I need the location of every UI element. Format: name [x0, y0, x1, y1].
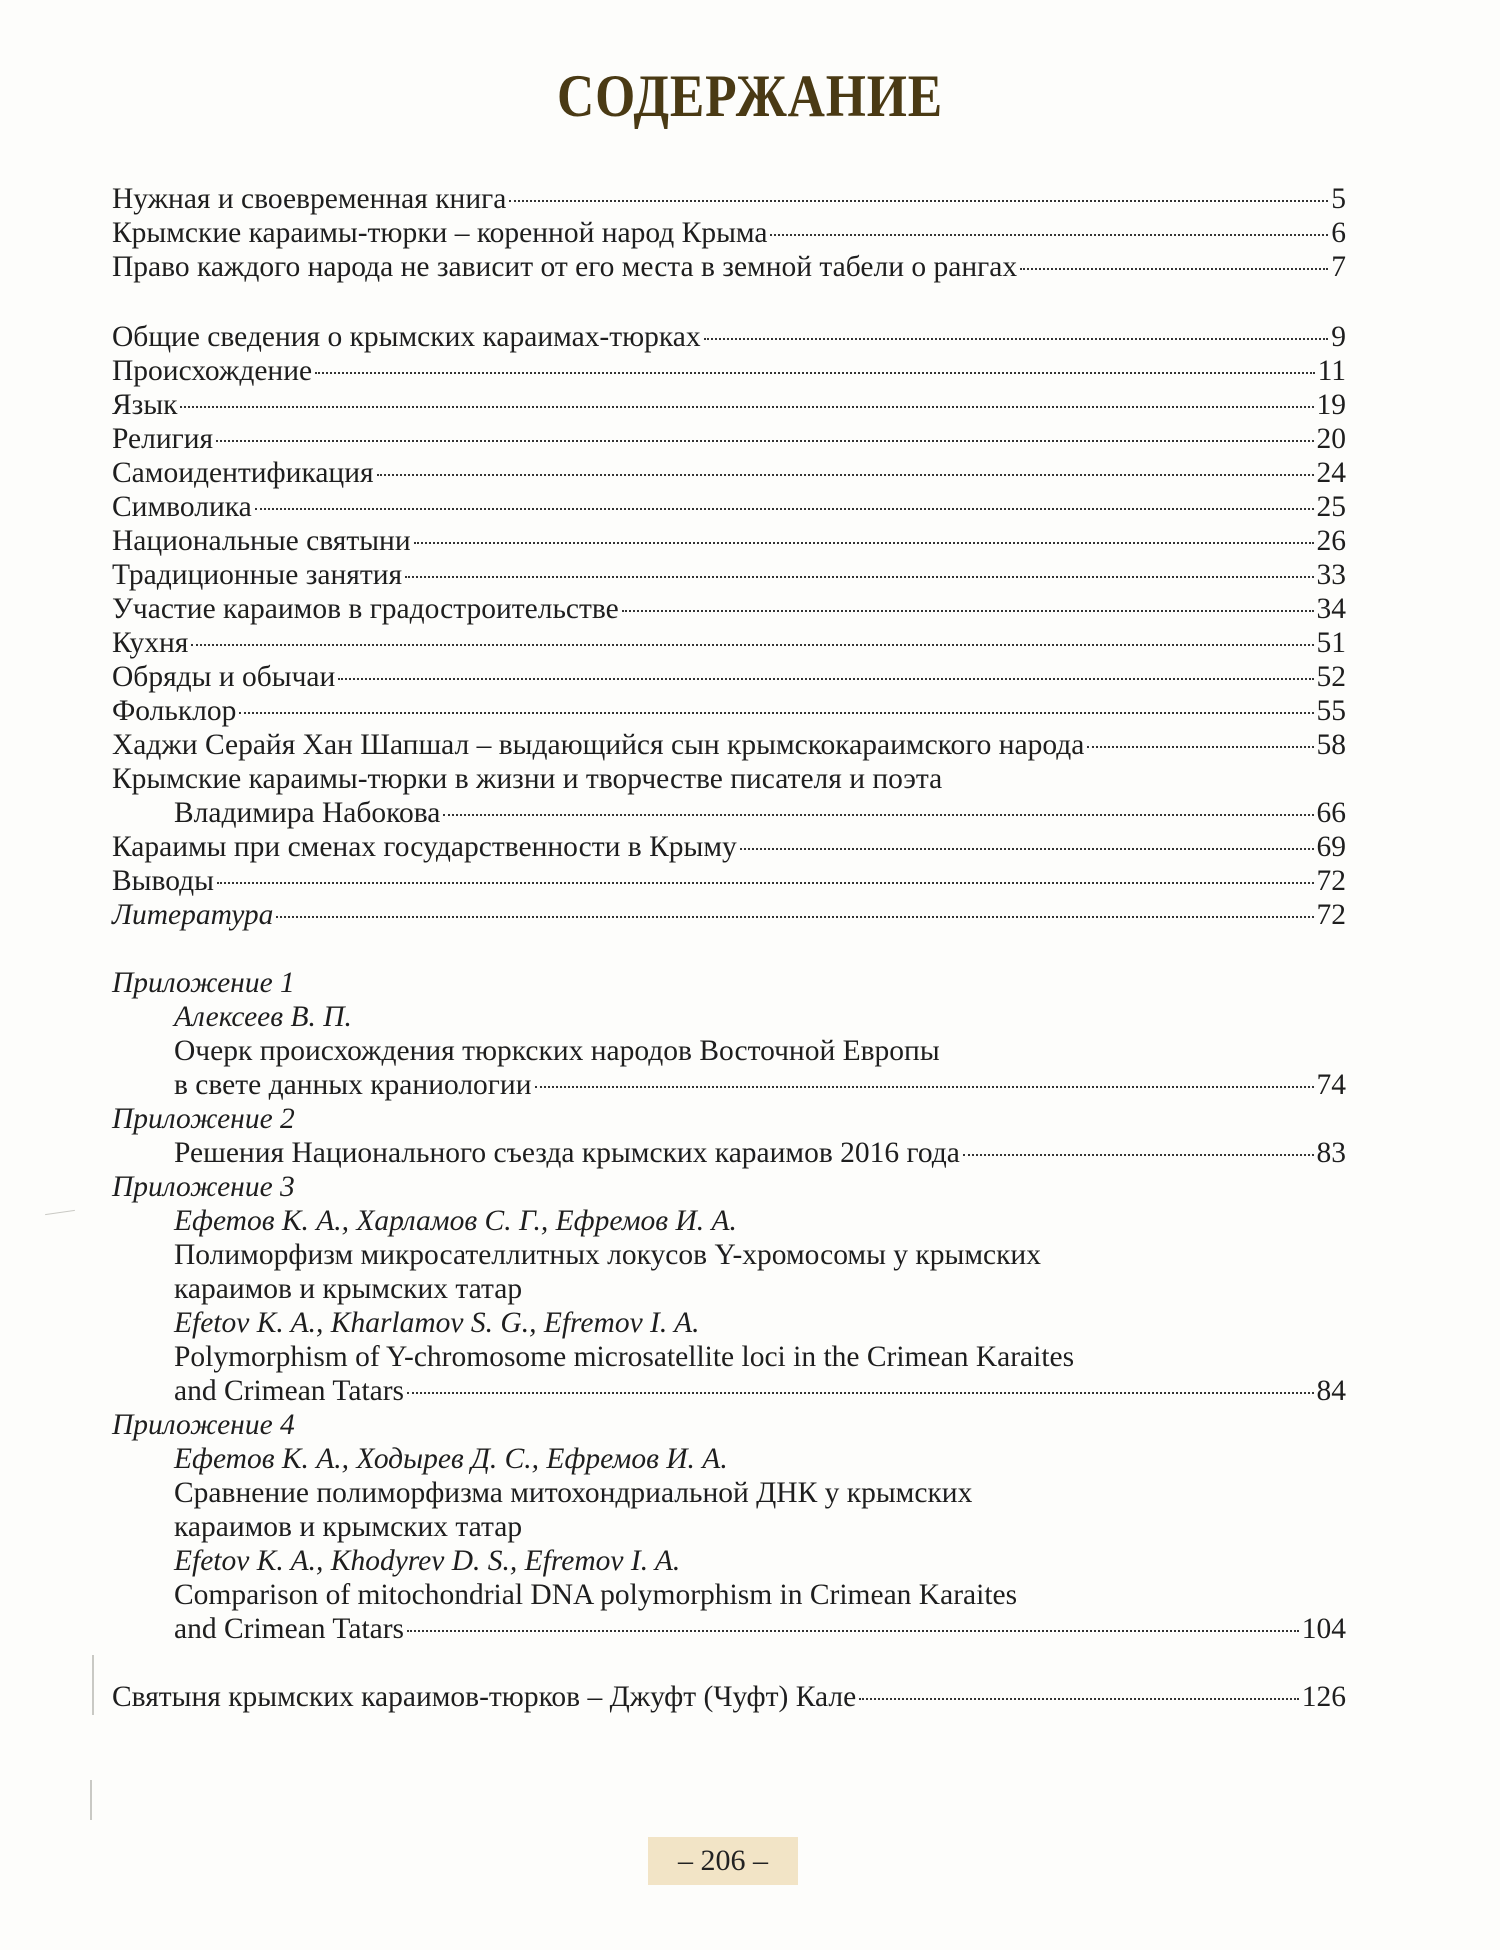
- dot-leader: [217, 882, 1314, 884]
- dot-leader: [963, 1154, 1314, 1156]
- toc-entry-title: Фольклор: [112, 695, 237, 727]
- toc-entry: [112, 354, 1346, 388]
- toc-entry: [112, 694, 1346, 728]
- toc-entry-title: Традиционные занятия: [112, 559, 403, 591]
- toc-entry: [112, 830, 1346, 864]
- toc-entry-title: Право каждого народа не зависит от его места в земной табели о рангах: [112, 251, 1018, 283]
- toc-entry-page: 11: [1317, 355, 1346, 387]
- dot-leader: [535, 1086, 1314, 1088]
- toc-entry-page: 72: [1316, 899, 1346, 931]
- toc-entry-title: Нужная и своевременная книга: [112, 183, 507, 215]
- toc-entry: [112, 660, 1346, 694]
- toc-entry: [112, 388, 1346, 422]
- dot-leader: [191, 644, 1313, 646]
- toc-entry-page: 58: [1316, 729, 1346, 761]
- dot-leader: [276, 916, 1313, 918]
- toc-entry: [112, 796, 1346, 830]
- dot-leader: [216, 440, 1313, 442]
- toc-entry-page: 33: [1316, 559, 1346, 591]
- toc-entry-title: Национальные святыни: [112, 525, 411, 557]
- toc-entry: [112, 422, 1346, 456]
- toc-entry: [112, 1612, 1346, 1646]
- appendix-author: Ефетов К. А., Харламов С. Г., Ефремов И. А.: [174, 1205, 737, 1237]
- dot-leader: [1020, 268, 1328, 270]
- appendix-author: Efetov K. A., Khodyrev D. S., Efremov I. A.: [174, 1545, 681, 1577]
- toc-entry-title-line: Polymorphism of Y-chromosome microsatellite loci in the Crimean Karaites: [174, 1341, 1075, 1373]
- toc-entry-title: Хаджи Серайя Хан Шапшал – выдающийся сын крымскокараимского народа: [112, 729, 1085, 761]
- toc-entry-title: Происхождение: [112, 355, 313, 387]
- toc-entry-page: 19: [1316, 389, 1346, 421]
- dot-leader: [407, 1392, 1313, 1394]
- scan-mark: [92, 1655, 94, 1715]
- table-of-contents: [112, 182, 1346, 1714]
- toc-entry: [112, 558, 1346, 592]
- toc-entry-title-line: Очерк происхождения тюркских народов Восточной Европы: [174, 1035, 940, 1067]
- dot-leader: [377, 474, 1314, 476]
- toc-entry-page: 126: [1301, 1681, 1346, 1713]
- dot-leader: [509, 200, 1328, 202]
- toc-entry-page: 9: [1331, 321, 1346, 353]
- toc-entry-page: 55: [1316, 695, 1346, 727]
- appendix-label: Приложение 1: [112, 967, 295, 999]
- toc-entry-title: and Crimean Tatars: [174, 1375, 405, 1407]
- toc-entry-title: Религия: [112, 423, 214, 455]
- toc-entry-title: Святыня крымских караимов-тюрков – Джуфт (Чуфт) Кале: [112, 1681, 857, 1713]
- toc-entry-page: 7: [1331, 251, 1346, 283]
- toc-entry-page: 83: [1316, 1137, 1346, 1169]
- toc-entry-title: Караимы при сменах государственности в Крыму: [112, 831, 737, 863]
- page-title: СОДЕРЖАНИЕ: [556, 63, 944, 129]
- toc-entry-page: 69: [1316, 831, 1346, 863]
- toc-entry-title: Кухня: [112, 627, 189, 659]
- toc-entry: [112, 728, 1346, 762]
- section-gap: [112, 1646, 1346, 1680]
- toc-entry: [112, 216, 1346, 250]
- toc-entry: [112, 1680, 1346, 1714]
- toc-entry: [112, 524, 1346, 558]
- dot-leader: [770, 234, 1328, 236]
- section-gap: [112, 284, 1346, 320]
- toc-entry: [112, 592, 1346, 626]
- toc-entry-page: 66: [1316, 797, 1346, 829]
- toc-entry-page: 74: [1316, 1069, 1346, 1101]
- toc-entry-page: 24: [1316, 457, 1346, 489]
- appendix-label: Приложение 2: [112, 1103, 295, 1135]
- toc-entry: [112, 182, 1346, 216]
- toc-entry-title-line: Крымские караимы-тюрки в жизни и творчестве писателя и поэта: [112, 763, 943, 795]
- toc-entry-title: Выводы: [112, 865, 214, 897]
- toc-entry-title: Решения Национального съезда крымских караимов 2016 года: [174, 1137, 960, 1169]
- appendix-author: Алексеев В. П.: [174, 1001, 352, 1033]
- toc-entry-title: Крымские караимы-тюрки – коренной народ Крыма: [112, 217, 768, 249]
- dot-leader: [338, 678, 1313, 680]
- toc-entry-title: and Crimean Tatars: [174, 1613, 405, 1645]
- dot-leader: [180, 406, 1313, 408]
- toc-entry-title: Владимира Набокова: [174, 797, 441, 829]
- toc-entry-page: 51: [1316, 627, 1346, 659]
- dot-leader: [255, 508, 1314, 510]
- toc-entry-title: Участие караимов в градостроительстве: [112, 593, 619, 625]
- toc-entry-title: Общие сведения о крымских караимах-тюрках: [112, 321, 701, 353]
- dot-leader: [622, 610, 1314, 612]
- toc-entry: [112, 250, 1346, 284]
- dot-leader: [443, 814, 1313, 816]
- dot-leader: [740, 848, 1314, 850]
- toc-entry-title: Литература: [112, 899, 274, 931]
- toc-entry-page: 20: [1316, 423, 1346, 455]
- toc-entry-page: 25: [1316, 491, 1346, 523]
- dot-leader: [405, 576, 1313, 578]
- section-gap: [112, 932, 1346, 966]
- toc-entry: [112, 1136, 1346, 1170]
- toc-entry: [112, 626, 1346, 660]
- toc-entry-page: 72: [1316, 865, 1346, 897]
- toc-entry-page: 34: [1316, 593, 1346, 625]
- toc-entry-title-line: Полиморфизм микросателлитных локусов Y-хромосомы у крымских: [174, 1239, 1041, 1271]
- dot-leader: [1087, 746, 1313, 748]
- appendix-author: Efetov K. A., Kharlamov S. G., Efremov I. A.: [174, 1307, 700, 1339]
- toc-entry-page: 26: [1316, 525, 1346, 557]
- toc-entry-title-line: караимов и крымских татар: [174, 1511, 523, 1543]
- toc-entry-title-line: Сравнение полиморфизма митохондриальной ДНК у крымских: [174, 1477, 973, 1509]
- toc-entry-title-line: караимов и крымских татар: [174, 1273, 523, 1305]
- appendix-label: Приложение 4: [112, 1409, 295, 1441]
- toc-entry-title: Самоидентификация: [112, 457, 374, 489]
- dot-leader: [414, 542, 1314, 544]
- dot-leader: [315, 372, 1315, 374]
- page-number: – 206 –: [648, 1837, 798, 1885]
- toc-entry-title: Обряды и обычаи: [112, 661, 336, 693]
- dot-leader: [407, 1630, 1299, 1632]
- toc-entry: [112, 490, 1346, 524]
- toc-entry-page: 5: [1331, 183, 1346, 215]
- appendix-author: Ефетов К. А., Ходырев Д. С., Ефремов И. А.: [174, 1443, 728, 1475]
- toc-entry-page: 6: [1331, 217, 1346, 249]
- toc-entry: [112, 320, 1346, 354]
- dot-leader: [859, 1698, 1299, 1700]
- toc-entry: [112, 456, 1346, 490]
- scan-mark: [90, 1780, 92, 1820]
- toc-entry-page: 104: [1301, 1613, 1346, 1645]
- toc-entry-title-line: Comparison of mitochondrial DNA polymorphism in Crimean Karaites: [174, 1579, 1018, 1611]
- appendix-label: Приложение 3: [112, 1171, 295, 1203]
- toc-entry-page: 52: [1316, 661, 1346, 693]
- toc-entry-page: 84: [1316, 1375, 1346, 1407]
- dot-leader: [704, 338, 1329, 340]
- dot-leader: [239, 712, 1313, 714]
- toc-entry-title: Язык: [112, 389, 178, 421]
- toc-entry: [112, 898, 1346, 932]
- toc-entry: [112, 864, 1346, 898]
- toc-entry-title: Символика: [112, 491, 252, 523]
- scan-mark: [45, 1210, 75, 1215]
- toc-entry: [112, 1374, 1346, 1408]
- toc-entry: [112, 1068, 1346, 1102]
- toc-entry-title: в свете данных краниологии: [174, 1069, 532, 1101]
